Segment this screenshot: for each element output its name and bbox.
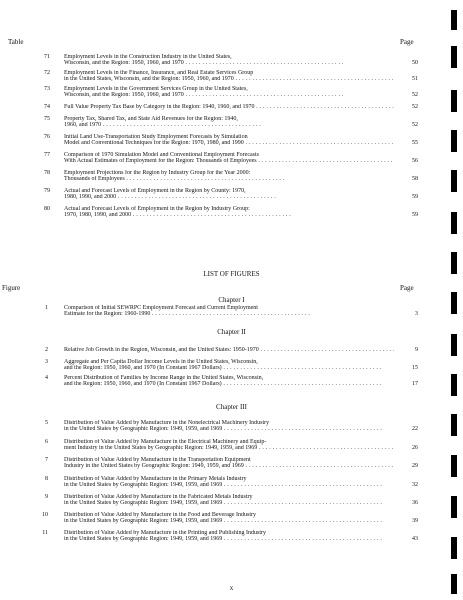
scan-edge-mark: [451, 574, 457, 594]
scan-edge-mark: [451, 496, 457, 518]
entry-page-number: 39: [412, 518, 418, 525]
entry-title-line: Property Tax, Shared Tax, and State Aid Revenues for the Region: 1940,: [64, 116, 238, 122]
entry-title-line: Thousands of Employees . . .: [64, 176, 394, 182]
entry-title: [64, 476, 394, 488]
entry-number: 11: [42, 530, 48, 536]
entry-number: 71: [44, 54, 50, 60]
scan-edge-mark: [451, 252, 457, 274]
entry-page-number: 52: [412, 104, 418, 110]
entry-page-number: 26: [412, 445, 418, 452]
entry-number: 3: [45, 359, 48, 365]
entry-page-number: 59: [412, 212, 418, 219]
entry-title-line: Employment Levels in the Government Services Group in the United States,: [64, 86, 248, 92]
scan-edge-mark: [451, 10, 457, 30]
entry-page-number: 52: [412, 122, 418, 129]
entry-page-number: 55: [412, 140, 418, 147]
entry-page-number: 51: [412, 76, 418, 83]
scan-edge-mark: [451, 292, 457, 314]
table-column-label: Table: [8, 38, 24, 46]
entry-title-line: 1960, and 1970 . . .: [64, 122, 394, 128]
entry-title-line: Distribution of Value Added by Manufacture in the Printing and Publishing Industry: [64, 530, 267, 536]
entry-title: [64, 530, 394, 542]
entry-title-line: Distribution of Value Added by Manufacture in the Fabricated Metals Industry: [64, 494, 253, 500]
entry-page-number: 15: [412, 365, 418, 372]
entry-page-number: 58: [412, 176, 418, 183]
entry-title-line: Distribution of Value Added by Manufacture in the Primary Metals Industry: [64, 476, 247, 482]
entry-title: [64, 104, 394, 110]
page-column-label: Page: [400, 38, 414, 46]
entry-title-line: Industry in the United States by Geographic Region: 1949, 1959, and 1969 . . .: [64, 463, 394, 469]
entry-title: [64, 494, 394, 506]
entry-title: [64, 134, 394, 146]
entry-number: 77: [44, 152, 50, 158]
entry-number: 76: [44, 134, 50, 140]
entry-title-line: Full Value Property Tax Base by Category in the Region: 1940, 1960, and 1970 . . .: [64, 104, 394, 110]
entry-title-line: Wisconsin, and the Region: 1950, 1960, and 1970 . . .: [64, 60, 394, 66]
entry-title-line: Employment Projections for the Region by Industry Group for the Year 2000:: [64, 170, 251, 176]
entry-title-line: Estimate for the Region: 1960-1990 . . .: [64, 311, 394, 317]
entry-page-number: 36: [412, 500, 418, 507]
entry-title: [64, 116, 394, 128]
entry-title-line: in the United States by Geographic Region: 1949, 1959, and 1969 . . .: [64, 518, 394, 524]
entry-title-line: in the United States by Geographic Region: 1949, 1959, and 1969 . . .: [64, 482, 394, 488]
entry-page-number: 50: [412, 60, 418, 67]
entry-number: 2: [45, 347, 48, 353]
entry-number: 74: [44, 104, 50, 110]
entry-title: [64, 54, 394, 66]
entry-page-number: 29: [412, 463, 418, 470]
scan-edge-mark: [451, 212, 457, 234]
figure-column-label: Figure: [2, 284, 21, 292]
entry-title-line: 1980, 1990, and 2000 . . .: [64, 194, 394, 200]
entry-title-line: Distribution of Value Added by Manufacture in the Transportation Equipment: [64, 457, 251, 463]
entry-title-line: in the United States by Geographic Region: 1949, 1959, and 1969 . . .: [64, 500, 394, 506]
scan-edge-mark: [451, 46, 457, 68]
entry-title-line: in the United States by Geographic Region: 1949, 1959, and 1969 . . .: [64, 536, 394, 542]
scan-edge-mark: [451, 334, 457, 356]
entry-title-line: Distribution of Value Added by Manufacture in the Nonelectrical Machinery Industry: [64, 420, 270, 426]
entry-title-line: Employment Levels in the Construction Industry in the United States,: [64, 54, 232, 60]
entry-number: 9: [45, 494, 48, 500]
entry-title: [64, 170, 394, 182]
entry-title-line: Distribution of Value Added by Manufacture in the Food and Beverage Industry: [64, 512, 257, 518]
entry-title: [64, 305, 394, 317]
chapter-3-heading: Chapter III: [216, 403, 247, 411]
entry-title-line: Employment Levels in the Finance, Insurance, and Real Estate Services Group: [64, 70, 254, 76]
entry-number: 73: [44, 86, 50, 92]
scan-edge-mark: [451, 374, 457, 396]
entry-page-number: 56: [412, 158, 418, 165]
entry-title-line: Wisconsin, and the Region: 1950, 1960, and 1970 . . .: [64, 92, 394, 98]
entry-number: 75: [44, 116, 50, 122]
entry-title-line: Actual and Forecast Levels of Employment in the Region by County: 1970,: [64, 188, 246, 194]
list-of-figures-title: LIST OF FIGURES: [203, 270, 260, 278]
entry-title-line: Model and Conventional Techniques for the Region: 1970, 1980, and 1990 . . .: [64, 140, 394, 146]
scan-edge-mark: [451, 170, 457, 192]
chapter-2-heading: Chapter II: [217, 328, 246, 336]
entry-title: [64, 188, 394, 200]
entry-title: [64, 86, 394, 98]
entry-title-line: and the Region: 1950, 1960, and 1970 (In Constant 1967 Dollars) . . .: [64, 365, 394, 371]
entry-title-line: and the Region: 1950, 1960, and 1970 (In Constant 1967 Dollars) . . .: [64, 381, 394, 387]
entry-title: [64, 152, 394, 164]
chapter-1-heading: Chapter I: [218, 296, 245, 304]
entry-title: [64, 457, 394, 469]
entry-title-line: Actual and Forecast Levels of Employment in the Region by Industry Group:: [64, 206, 250, 212]
scan-edge-mark: [451, 90, 457, 112]
scan-edge-mark: [451, 537, 457, 559]
scan-edge-mark: [451, 455, 457, 477]
entry-title: [64, 439, 394, 451]
entry-title: [64, 375, 394, 387]
entry-page-number: 43: [412, 536, 418, 543]
entry-number: 79: [44, 188, 50, 194]
entry-title-line: in the United States, Wisconsin, and the Region: 1950, 1960, and 1970 . . .: [64, 76, 394, 82]
entry-number: 8: [45, 476, 48, 482]
entry-number: 6: [45, 439, 48, 445]
entry-page-number: 32: [412, 482, 418, 489]
entry-title-line: Comparison of 1970 Simulation Model and Conventional Employment Forecasts: [64, 152, 259, 158]
entry-title-line: 1970, 1980, 1990, and 2000 . . .: [64, 212, 394, 218]
entry-title: [64, 206, 394, 218]
entry-number: 78: [44, 170, 50, 176]
entry-title-line: Percent Distribution of Families by Income Range in the United States, Wisconsin,: [64, 375, 264, 381]
entry-page-number: 59: [412, 194, 418, 201]
entry-title-line: ment Industry in the United States by Geographic Region: 1949, 1959, and 1969 . . .: [64, 445, 394, 451]
entry-number: 1: [45, 305, 48, 311]
scan-edge-mark: [451, 130, 457, 152]
entry-page-number: 3: [415, 311, 418, 318]
entry-page-number: 17: [412, 381, 418, 388]
entry-title: [64, 359, 394, 371]
entry-page-number: 22: [412, 426, 418, 433]
footer-page-number: x: [229, 584, 234, 592]
entry-title-line: With Actual Estimates of Employment for the Region: Thousands of Employees . . .: [64, 158, 394, 164]
entry-title-line: Aggregate and Per Capita Dollar Income Levels in the United States, Wisconsin,: [64, 359, 258, 365]
entry-number: 72: [44, 70, 50, 76]
entry-title: [64, 70, 394, 82]
entry-page-number: 9: [415, 347, 418, 353]
entry-title: [64, 347, 394, 353]
entry-title-line: Relative Job Growth in the Region, Wisconsin, and the United States: 1950-1970 . . .: [64, 347, 394, 353]
entry-number: 5: [45, 420, 48, 426]
entry-title: [64, 420, 394, 432]
entry-number: 4: [45, 375, 48, 381]
entry-title-line: Comparison of Initial SEWRPC Employment Forecast and Current Employment: [64, 305, 258, 311]
scan-edge-mark: [451, 414, 457, 436]
entry-title: [64, 512, 394, 524]
figure-page-column-label: Page: [400, 284, 414, 292]
entry-number: 10: [42, 512, 48, 518]
entry-title-line: Initial Land Use-Transportation Study Employment Forecasts by Simulation: [64, 134, 248, 140]
entry-page-number: 52: [412, 92, 418, 99]
entry-number: 7: [45, 457, 48, 463]
entry-title-line: in the United States by Geographic Region: 1949, 1959, and 1969 . . .: [64, 426, 394, 432]
entry-number: 80: [44, 206, 50, 212]
entry-title-line: Distribution of Value Added by Manufacture in the Electrical Machinery and Equip-: [64, 439, 267, 445]
